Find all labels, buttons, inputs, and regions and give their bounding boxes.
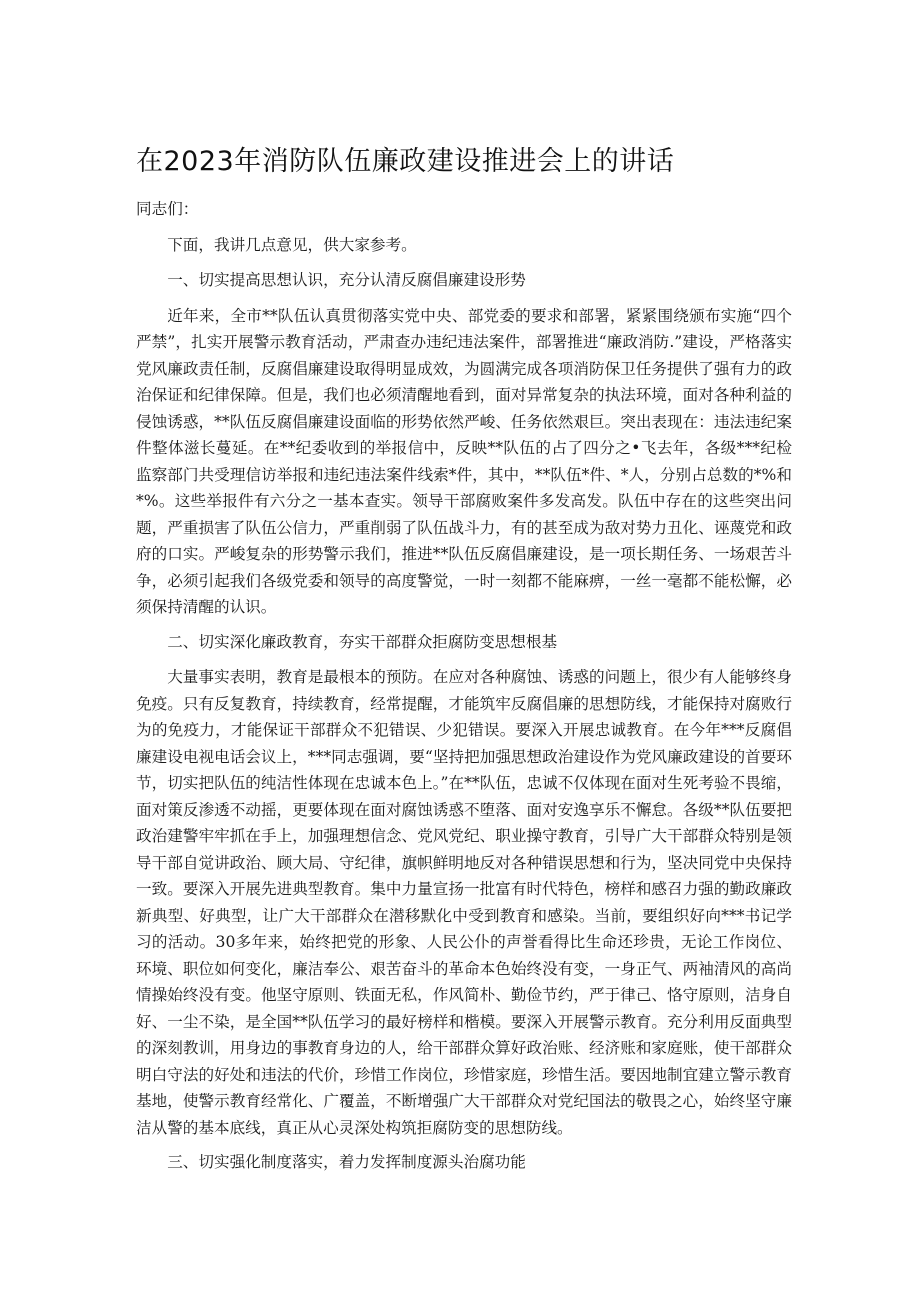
intro-paragraph: 下面，我讲几点意见，供大家参考。 xyxy=(167,235,417,254)
section-1-heading: 一、切实提高思想认识，充分认清反腐倡廉建设形势 xyxy=(167,271,526,289)
section-1-paragraph: 近年来，全市**队伍认真贯彻落实党中央、部党委的要求和部署，紧紧围绕颁布实施“四个严禁”，扎实开展警示教育活动，严肃查办违纪违法案件，部署推进“廉政消防.”建设，严格落实党风廉政责任制，反腐倡廉建设取得明显成效，为圆满完成各项消防保卫任务提供了强有力的政治保证和纪律保障。但是，我们也必须清醒地看到，面对异常复杂的执法环境，面对各种利益的侵蚀诱惑，**队伍反腐倡廉建设面临的形势依然严峻、任务依然艰巨。突出表现在：违法违纪案件整体滋长蔓延。在**纪委收到的举报信中，反映**队伍的占了四分之•飞去年，各级***纪检监察部门共受理信访举报和违纪违法案件线索*件，其中，**队伍*件、*人，分别占总数的*%和*%。这些举报件有六分之一基本查实。领导干部腐败案件多发高发。队伍中存在的这些突出问题，严重损害了队伍公信力，严重削弱了队伍战斗力，有的甚至成为敌对势力丑化、诬蔑党和政府的口实。严峻复杂的形势警示我们，推进**队伍反腐倡廉建设，是一项长期任务、一场艰苦斗争，必须引起我们各级党委和领导的高度警觉，一时一刻都不能麻痹，一丝一毫都不能松懈，必须保持清醒的认识。 xyxy=(136,306,792,616)
document-body xyxy=(136,196,792,1185)
salutation: 同志们： xyxy=(136,200,199,218)
section-2-heading: 二、切实深化廉政教育，夯实干部群众拒腐防变思想根基 xyxy=(167,632,558,651)
section-3-heading: 三、切实强化制度落实，着力发挥制度源头治腐功能 xyxy=(167,1153,526,1171)
section-2-paragraph: 大量事实表明，教育是最根本的预防。在应对各种腐蚀、诱惑的问题上，很少有人能够终身免疫。只有反复教育，持续教育，经常提醒，才能筑牢反腐倡廉的思想防线，才能保持对腐败行为的免疫力，才能保证干部群众不犯错误、少犯错误。要深入开展忠诚教育。在今年***反腐倡廉建设电视电话会议上，***同志强调，要“坚持把加强思想政治建设作为党风廉政建设的首要环节，切实把队伍的纯洁性体现在忠诚本色上。”在**队伍，忠诚不仅体现在面对生死考验不畏缩，面对策反渗透不动摇，更要体现在面对腐蚀诱惑不堕落、面对安逸享乐不懈怠。各级**队伍要把政治建警牢牢抓在手上，加强理想信念、党风党纪、职业操守教育，引导广大干部群众特别是领导干部自觉讲政治、顾大局、守纪律，旗帜鲜明地反对各种错误思想和行为，坚决同党中央保持一致。要深入开展先进典型教育。集中力量宣扬一批富有时代特色，榜样和感召力强的勤政廉政新典型、好典型，让广大干部群众在潜移默化中受到教育和感染。当前，要组织好向***书记学习的活动。30多年来，始终把党的形象、人民公仆的声誉看得比生命还珍贵，无论工作岗位、环境、职位如何变化，廉洁奉公、艰苦奋斗的革命本色始终没有变，一身正气、两袖清风的高尚情操始终没有变。他坚守原则、铁面无私，作风简朴、勤俭节约，严于律己、恪守原则，洁身自好、一尘不染，是全国**队伍学习的最好榜样和楷模。要深入开展警示教育。充分利用反面典型的深刻教训，用身边的事教育身边的人，给干部群众算好政治账、经济账和家庭账，使干部群众明白守法的好处和违法的代价，珍惜工作岗位，珍惜家庭，珍惜生活。要因地制宜建立警示教育基地，使警示教育经常化、广覆盖，不断增强广大干部群众对党纪国法的敬畏之心，始终坚守廉洁从警的基本底线，真正从心灵深处构筑拒腐防变的思想防线。 xyxy=(136,668,792,1137)
document-title: 在2023年消防队伍廉政建设推进会上的讲话 xyxy=(136,146,675,177)
